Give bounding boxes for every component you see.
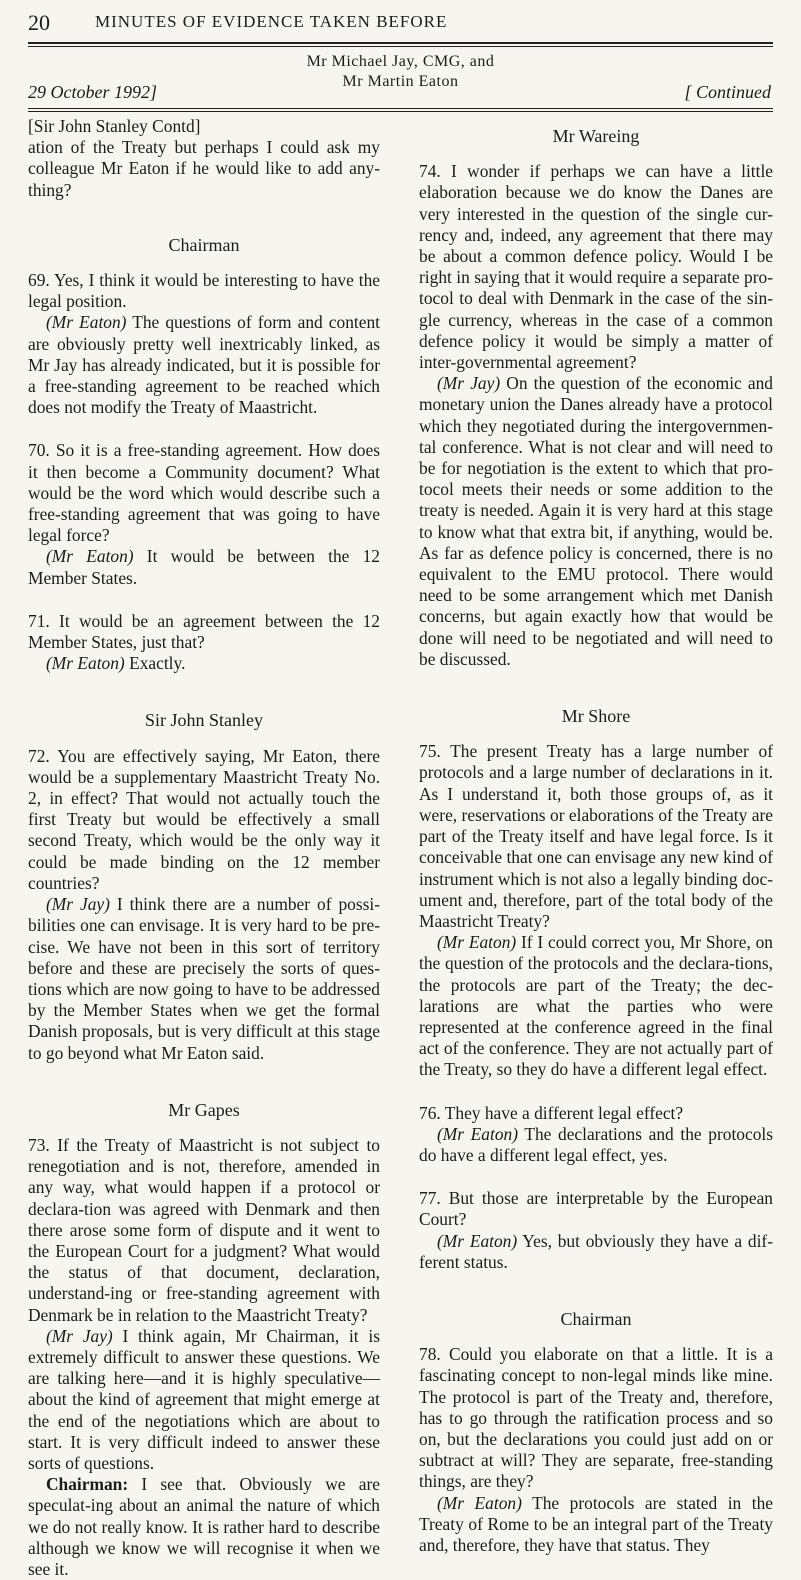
question-70: 70. So it is a free-standing agreement. How does it then become a Community document? What would be the word which would describe such a free-standing agreement that was going to have legal force? [28, 440, 380, 546]
section-heading: [Sir John Stanley Contd] [28, 116, 201, 136]
answer-70 [28, 546, 380, 588]
continued-label: [ Continued [684, 82, 771, 102]
header-rule-thin [28, 46, 773, 47]
chairman-remark [28, 1474, 380, 1580]
answer-72 [28, 894, 380, 1064]
subheader-rule [28, 108, 773, 109]
session-date: 29 October 1992] [28, 82, 157, 102]
question-75: 75. The present Treaty has a large number of protocols and a large number of declarations in it. As I understand it, both those groups of, as it were, reservations or elaborations of the Treaty are part of the Treaty itself and have legal force. Is it conceivable that one can envisage any new kind of instrument which is not also a legally binding doc-ument and, therefore, part of the total body of the Maastricht Treaty? [419, 741, 773, 931]
answer-76 [419, 1124, 773, 1166]
answer-69 [28, 312, 380, 418]
answer-73 [28, 1326, 380, 1474]
answer-73-witness: (Mr Jay) [46, 1325, 113, 1346]
speaker-heading: Chairman [168, 234, 240, 255]
question-74: 74. I wonder if perhaps we can have a little elaboration because we do know the Danes are very interested in the question of the single cur-rency and, indeed, any agreement that there may be about a common defence policy. Would I be right in saying that it would require a separate pro-tocol to deal with Denmark in the case of the sin-gle currency, whereas in the case of a common defence policy it would be simply a matter of inter-governmental agreement? [419, 161, 773, 373]
subheader-rule-thin [28, 111, 773, 112]
answer-70-witness: (Mr Eaton) [46, 546, 134, 567]
answer-70-text: It would be between the 12 Member States. [28, 546, 380, 588]
left-column [28, 116, 380, 1580]
answer-75-witness: (Mr Eaton) [437, 932, 517, 953]
speaker-heading: Mr Shore [561, 706, 631, 727]
answer-77 [419, 1231, 773, 1273]
question-73: 73. If the Treaty of Maastricht is not subject to renegotiation and is not, therefore, amended in any way, what would happen if a protocol or declara-tion was agreed with Denmark and then there arose some form of dispute and it went to the European Court for a judgment? What would the status of that document, declaration, understand-ing or free-standing agreement with Denmark be in relation to the Maastricht Treaty? [28, 1134, 380, 1325]
page-number: 20 [28, 10, 50, 35]
speaker-heading: Mr Wareing [552, 126, 640, 146]
answer-73-text: I think again, Mr Chairman, it is extremely difficult to answer these questions. We are talking here—and it is highly speculative— about the kind of agreement that might emerge at the end of the negotiations which are about to start. It is very difficult indeed to answer these sorts of questions. [28, 1325, 380, 1473]
question-71: 71. It would be an agreement between the 12 Member States, just that? [28, 610, 380, 653]
right-column [419, 116, 773, 1556]
answer-72-witness: (Mr Jay) [46, 894, 110, 915]
question-78: 78. Could you elaborate on that a little. It is a fascinating concept to non-legal minds like mine. The protocol is part of the Treaty and, therefore, has to go through the ratification process and so on, but the declarations you could just add on or subtract at will? They are separate, free-standing things, are they? [419, 1344, 773, 1492]
intro-paragraph: ation of the Treaty but perhaps I could ask my colleague Mr Eaton if he would like to add any-thing? [28, 137, 380, 200]
spacer [419, 1081, 773, 1103]
answer-75-text: If I could correct you, Mr Shore, on the question of the protocols and the declara-tions, the protocols are part of the Treaty; the dec-larations are what the parties who were represented at the conference agreed in the final act of the conference. They are not actually part of the Treaty, so they do have a different legal effect. [419, 932, 773, 1080]
answer-78-witness: (Mr Eaton) [437, 1492, 522, 1513]
answer-74 [419, 373, 773, 670]
answer-76-text: The declarations and the protocols do have a different legal effect, yes. [419, 1123, 773, 1165]
chairman-label: Chairman: [46, 1474, 129, 1495]
speaker-heading: Mr Gapes [168, 1099, 240, 1120]
witness-line-1: Mr Michael Jay, CMG, and [306, 53, 495, 70]
answer-77-text: Yes, but obviously they have a dif-ferent status. [419, 1230, 773, 1272]
answer-69-text: The questions of form and content are obviously pretty well inextricably linked, as Mr Jay has already indicated, but it is possible for a free-standing agreement to be reached which does not modify the Treaty of Maastricht. [28, 312, 380, 418]
witness-line-2: Mr Martin Eaton [342, 73, 459, 90]
page-header-title: MINUTES OF EVIDENCE TAKEN BEFORE [95, 12, 448, 31]
answer-78-text: The protocols are stated in the Treaty of Rome to be an integral part of the Treaty and, therefore, they have that status. They [419, 1492, 773, 1555]
answer-75 [419, 932, 773, 1080]
answer-71-witness: (Mr Eaton) [46, 653, 125, 674]
speaker-heading: Chairman [560, 1308, 632, 1329]
spacer [28, 418, 380, 440]
question-77: 77. But those are interpretable by the European Court? [419, 1188, 773, 1230]
spacer [28, 589, 380, 611]
answer-69-witness: (Mr Eaton) [46, 312, 127, 333]
question-72: 72. You are effectively saying, Mr Eaton, there would be a supplementary Maastricht Treaty No. 2, in effect? That would not actually touch the first Treaty but would be effectively a small second Treaty, which would be the only way it could be made binding on the 12 member countries? [28, 745, 380, 893]
answer-76-witness: (Mr Eaton) [437, 1123, 519, 1144]
spacer [419, 1166, 773, 1188]
answer-77-witness: (Mr Eaton) [437, 1230, 518, 1251]
speaker-heading: Sir John Stanley [144, 710, 263, 731]
answer-71 [28, 653, 380, 674]
answer-78 [419, 1493, 773, 1557]
answer-74-text: On the question of the economic and monetary union the Danes already have a protocol which they negotiated during the intergovernmen-tal conference. What is not clear and will need to be for negotiation is the extent to which that pro-tocol meets their needs or some addition to the treaty is needed. Again it is very hard at this stage to know what that extra bit, if anything, would be. As far as defence policy is concerned, there is no equivalent to the EMU protocol. There would need to be some arrangement which met Danish concerns, but again exactly how that would be done will need to be negotiated and will need to be discussed. [419, 373, 773, 669]
answer-74-witness: (Mr Jay) [437, 373, 501, 394]
header-rule [28, 42, 773, 44]
question-76: 76. They have a different legal effect? [419, 1102, 684, 1123]
answer-71-text: Exactly. [124, 653, 186, 674]
answer-72-text: I think there are a number of possi-bilities one can envisage. It is very hard to be pre-cise. We have not been in this sort of territory before and these are precisely the sorts of ques-tions which are now going to have to be addressed by the Member States when we get the formal Danish proposals, but is very difficult at this stage to go beyond what Mr Eaton said. [28, 894, 380, 1063]
chairman-remark-text: I see that. Obviously we are speculat-ing about an animal the nature of which we do not really know. It is rather hard to describe although we know we will recognise it when we see it. [28, 1474, 380, 1579]
question-69: 69. Yes, I think it would be interesting to have the legal position. [28, 270, 380, 312]
